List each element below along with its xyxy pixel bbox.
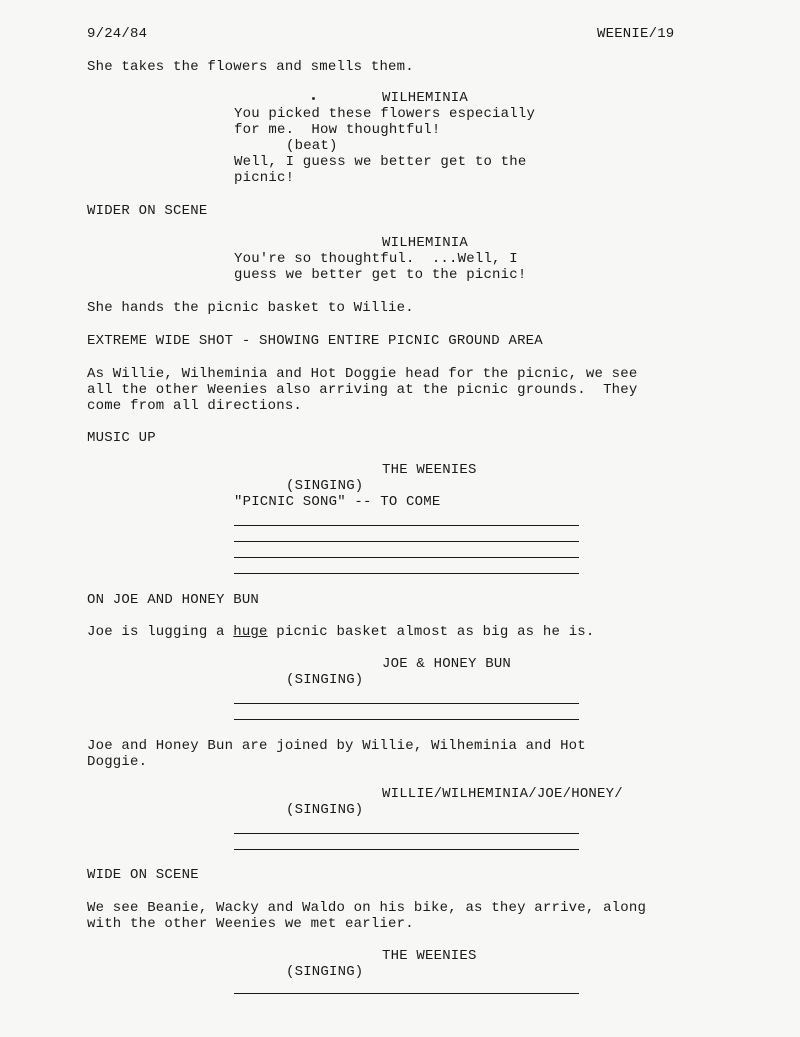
lyric-blank-line [234,541,579,542]
character-name: THE WEENIES [382,462,477,478]
parenthetical: (SINGING) [286,478,364,494]
action-line: Doggie. [87,754,148,770]
stray-mark [312,97,315,100]
parenthetical: (SINGING) [286,802,364,818]
lyric-blank-line [234,557,579,558]
action-line [87,624,595,640]
dialogue-line: for me. How thoughtful! [234,122,441,138]
character-name: WILHEMINIA [382,90,469,106]
action-line: come from all directions. [87,398,303,414]
dialogue-line: You picked these flowers especially [234,106,536,122]
action-line: We see Beanie, Wacky and Waldo on his bike, as they arrive, along [87,900,647,916]
parenthetical: (beat) [286,138,338,154]
lyric-blank-line [234,525,579,526]
dialogue-line: Well, I guess we better get to the [234,154,527,170]
action-line: all the other Weenies also arriving at the picnic grounds. They [87,382,638,398]
scene-heading: WIDER ON SCENE [87,203,208,219]
header-date: 9/24/84 [87,26,148,42]
lyric-blank-line [234,993,579,994]
dialogue-line: guess we better get to the picnic! [234,267,527,283]
lyric-blank-line [234,703,579,704]
action-line: Joe and Honey Bun are joined by Willie, Wilheminia and Hot [87,738,586,754]
header-page-ref: WEENIE/19 [597,26,675,42]
character-name: WILLIE/WILHEMINIA/JOE/HONEY/ [382,786,623,802]
dialogue-line: picnic! [234,170,295,186]
action-line: She takes the flowers and smells them. [87,59,414,75]
dialogue-line: You're so thoughtful. ...Well, I [234,251,518,267]
character-name: THE WEENIES [382,948,477,964]
character-name: JOE & HONEY BUN [382,656,512,672]
underlined-word: huge [233,624,268,640]
action-line: with the other Weenies we met earlier. [87,916,414,932]
action-line: She hands the picnic basket to Willie. [87,300,414,316]
action-line: As Willie, Wilheminia and Hot Doggie head for the picnic, we see [87,366,638,382]
scene-heading: WIDE ON SCENE [87,867,199,883]
scene-heading: ON JOE AND HONEY BUN [87,592,260,608]
scene-heading: EXTREME WIDE SHOT - SHOWING ENTIRE PICNIC GROUND AREA [87,333,543,349]
lyric-blank-line [234,849,579,850]
parenthetical: (SINGING) [286,964,364,980]
lyric-blank-line [234,573,579,574]
parenthetical: (SINGING) [286,672,364,688]
character-name: WILHEMINIA [382,235,469,251]
dialogue-line: "PICNIC SONG" -- TO COME [234,494,441,510]
scene-heading: MUSIC UP [87,430,156,446]
action-text: Joe is lugging a [87,624,234,640]
lyric-blank-line [234,833,579,834]
lyric-blank-line [234,719,579,720]
action-text: picnic basket almost as big as he is. [267,624,595,640]
